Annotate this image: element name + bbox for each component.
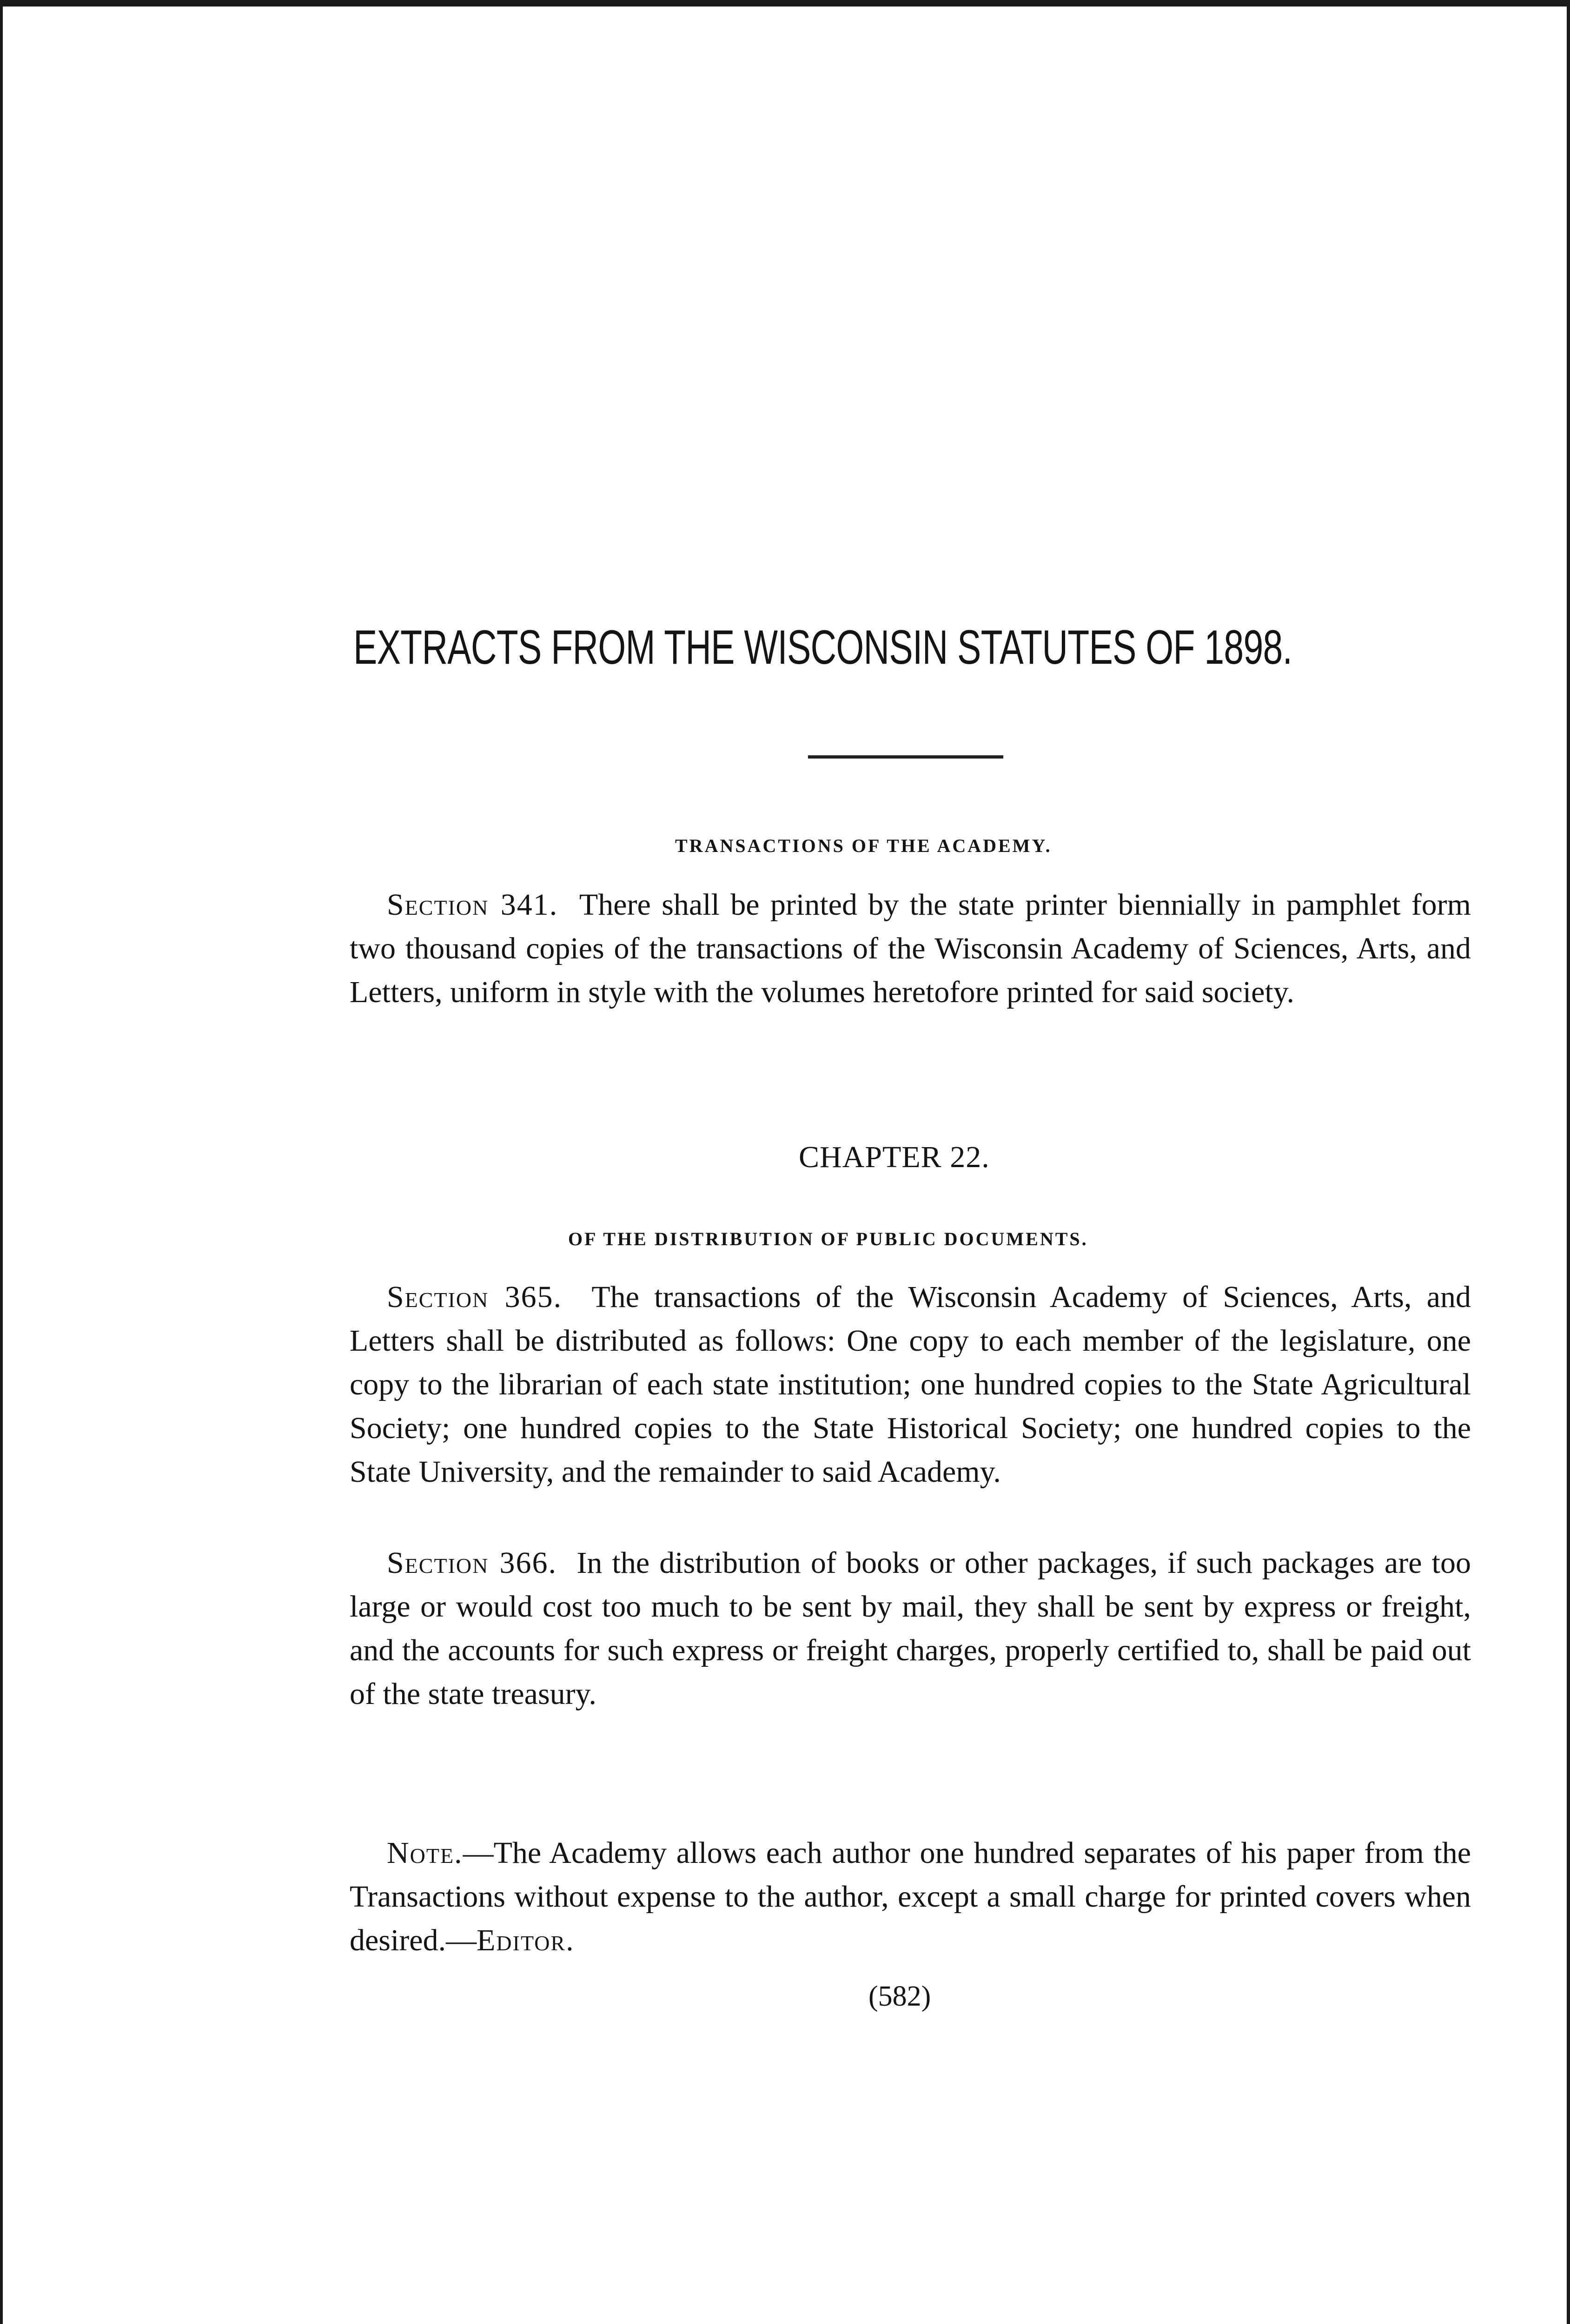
scan-border-left — [0, 0, 3, 2324]
section-366-label: Section 366. — [387, 1546, 557, 1580]
title-divider — [808, 755, 1003, 759]
section-341-paragraph — [350, 883, 1471, 1014]
section-365-label: Section 365. — [387, 1280, 563, 1314]
note-label: Note. — [387, 1836, 463, 1870]
page-number: (582) — [868, 1981, 931, 2012]
section-366-paragraph — [350, 1541, 1471, 1716]
section-365-text: The transactions of the Wisconsin Academy of Sciences, Arts, and Letters shall be distributed as follows: One copy to each member of the legislature, one copy to the librarian of each state institution; one hundred copies to the State Agricultural Society; one hundred copies to the State Historical Society; one hundred copies to the State University, and the remainder to said Academy. — [350, 1280, 1471, 1489]
transactions-heading: TRANSACTIONS OF THE ACADEMY. — [675, 835, 1052, 856]
page-title: EXTRACTS FROM THE WISCONSIN STATUTES OF 1898. — [353, 621, 1292, 674]
section-365-paragraph — [350, 1275, 1471, 1494]
chapter-heading: CHAPTER 22. — [799, 1140, 990, 1174]
note-text: —The Academy allows each author one hundred separates of his paper from the Transactions without expense to the author, except a small charge for printed covers when desired.— — [350, 1836, 1471, 1957]
scan-border-right — [1567, 0, 1570, 2324]
editor-note — [350, 1831, 1471, 1962]
distribution-heading: OF THE DISTRIBUTION OF PUBLIC DOCUMENTS. — [568, 1228, 1088, 1249]
note-signature: Editor. — [477, 1923, 575, 1957]
scan-border-top — [0, 0, 1570, 7]
section-366-text: In the distribution of books or other packages, if such packages are too large or would cost too much to be sent by mail, they shall be sent by express or freight, and the accounts for such express or freight charges, properly certified to, shall be paid out of the state treasury. — [350, 1546, 1471, 1711]
section-341-label: Section 341. — [387, 888, 558, 922]
section-341-text: There shall be printed by the state printer biennially in pamphlet form two thousand copies of the transactions of the Wisconsin Academy of Sciences, Arts, and Letters, uniform in style with the volumes heretofore printed for said society. — [350, 888, 1471, 1009]
